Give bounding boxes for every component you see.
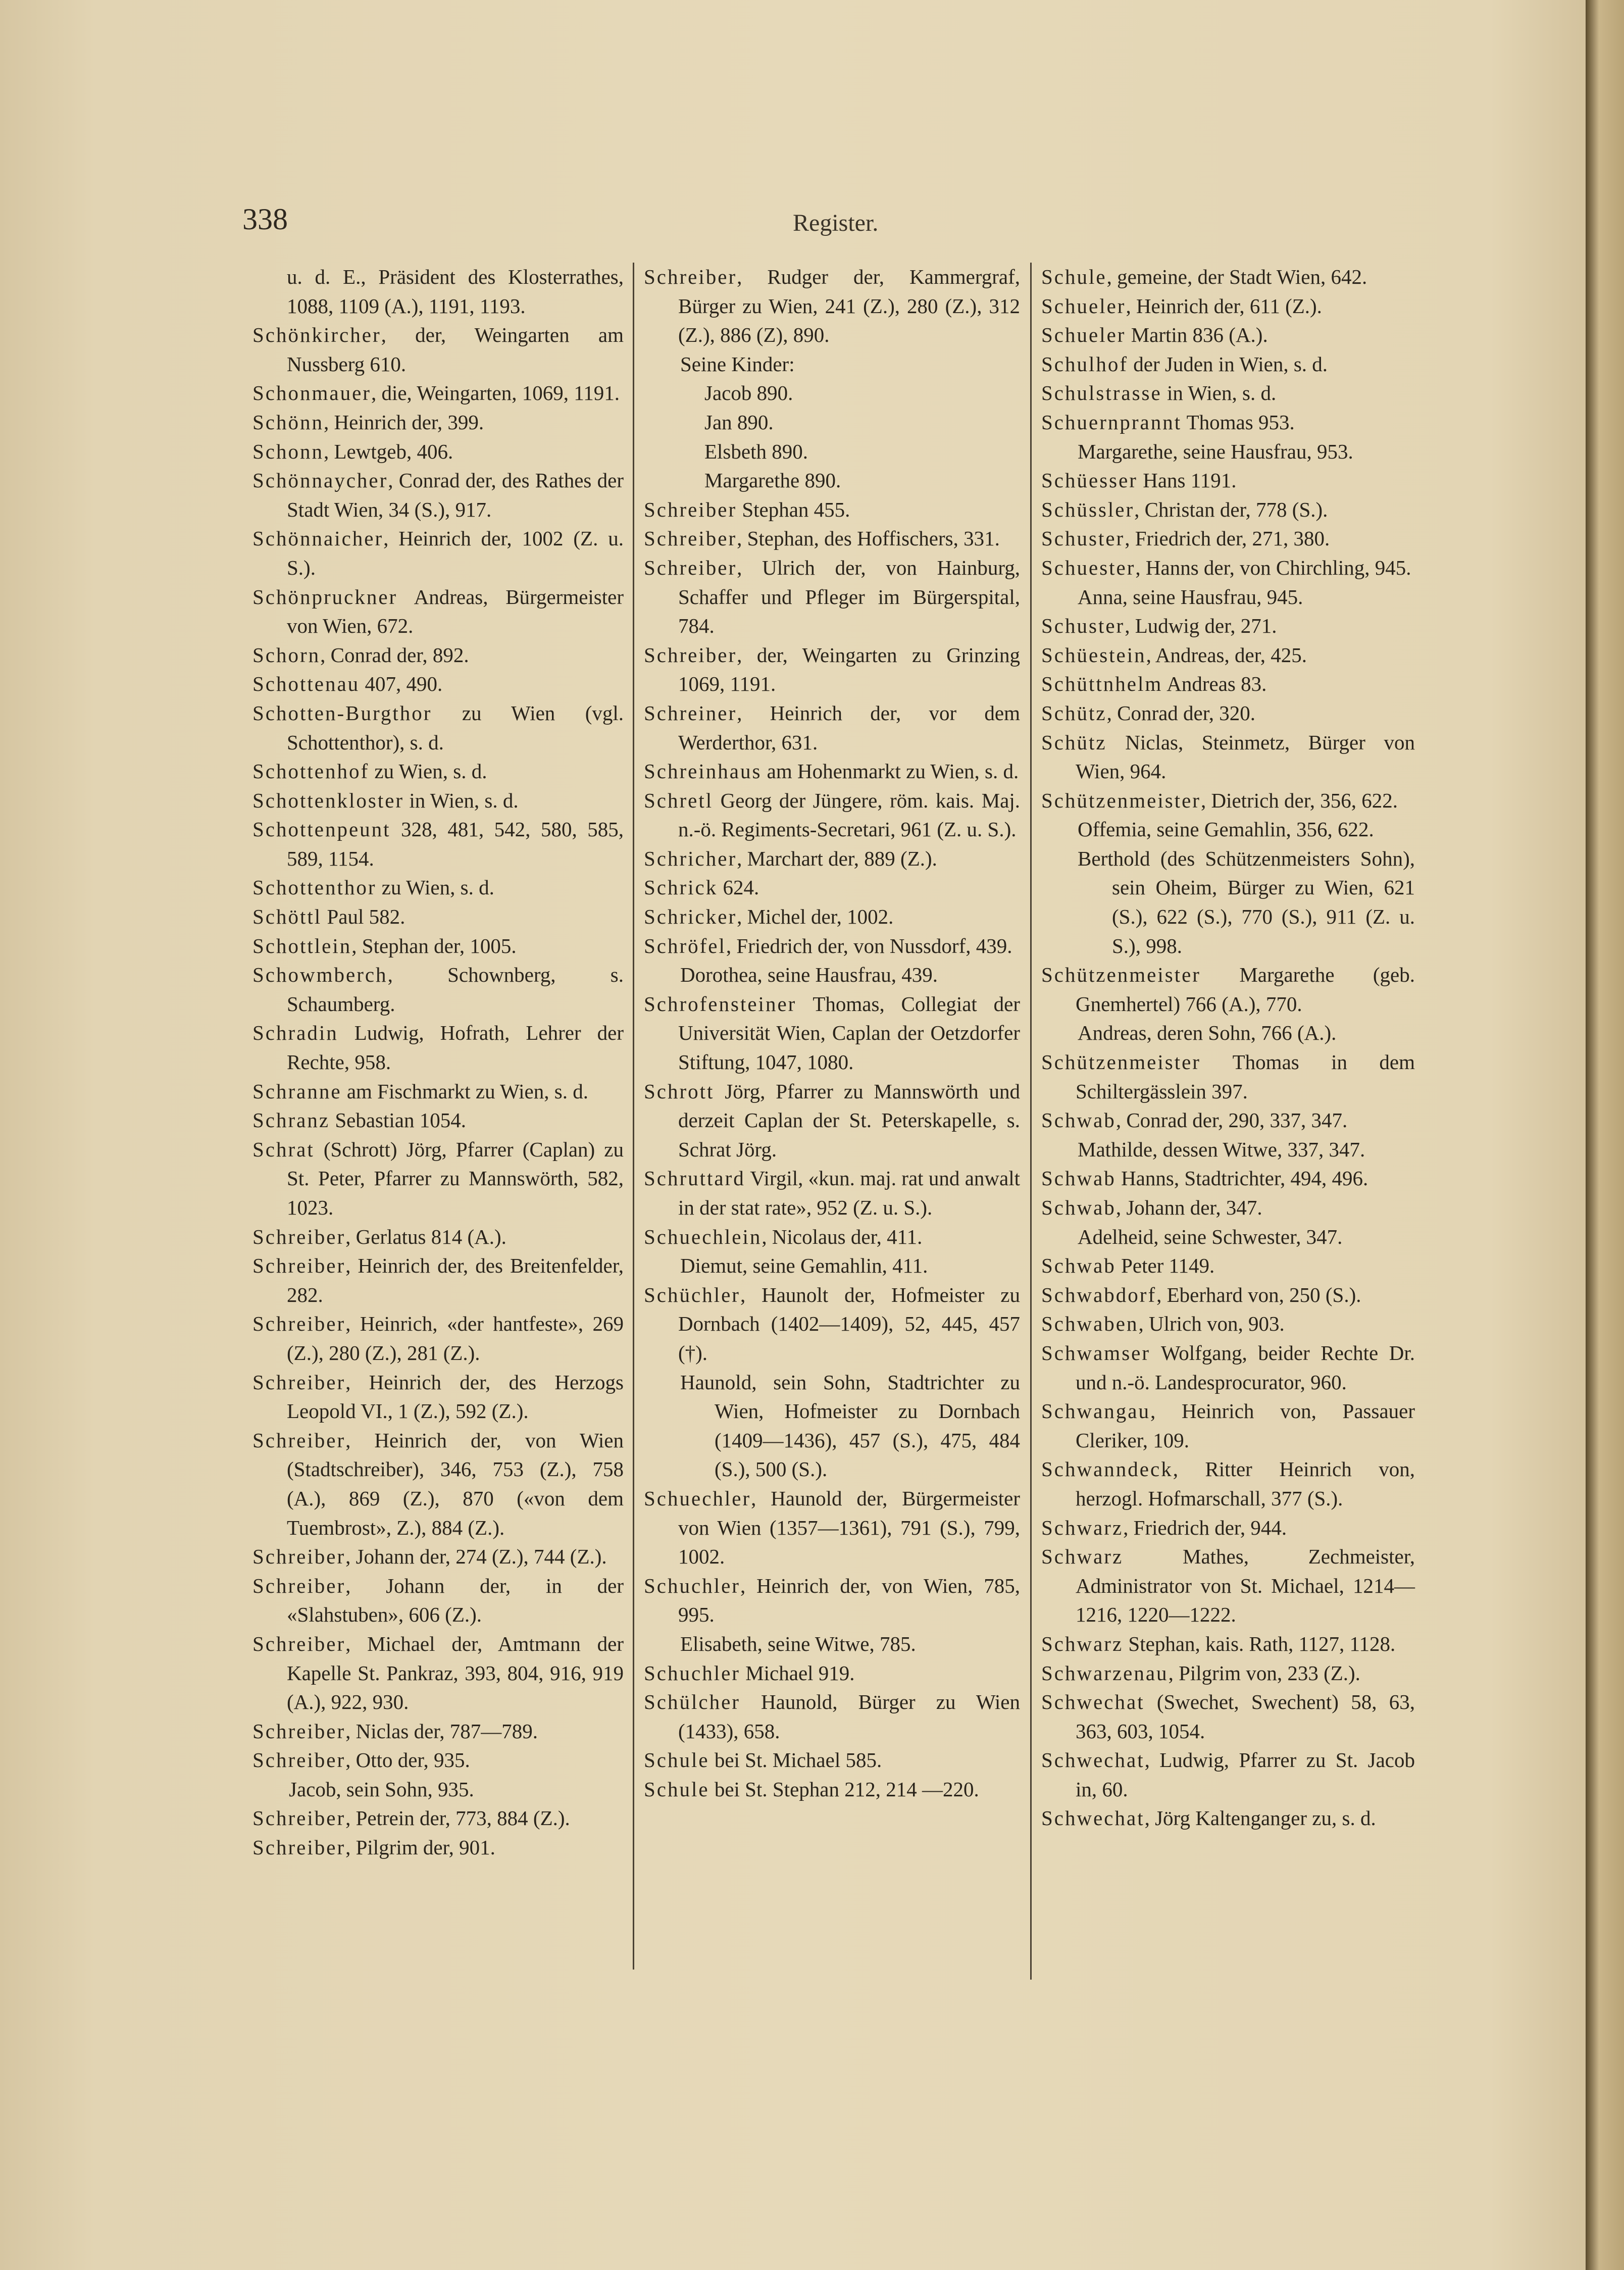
entry-headword: Schwarz [1041,1545,1124,1569]
register-entry [1041,1251,1415,1281]
entry-text: Haunold, Bürger zu Wien (1433), 658. [678,1690,1020,1743]
entry-headword: Schretl [644,788,714,812]
entry-headword: Schule [644,1748,709,1772]
entry-text: zu Wien (vgl. Schottenthor), s. d. [287,701,624,754]
register-subentry: Margarethe, seine Hausfrau, 953. [1078,439,1353,463]
register-entry [644,699,1020,757]
entry-text: Stephan 455. [737,497,850,521]
entry-text: , Heinrich der, des Herzogs Leopold VI., 1 (Z.), 592 (Z.). [287,1370,624,1423]
entry-text: , Haunold der, Bürgermeister von Wien (1357—1361), 791 (S.), 799, 1002. [678,1486,1020,1569]
entry-text: , Ludwig der, 271. [1125,614,1277,638]
register-entry [644,1659,1020,1688]
entry-headword: Schüttnhelm [1041,672,1163,696]
register-entry [644,1775,1020,1804]
entry-text: Andreas 83. [1162,672,1267,696]
register-entry [644,1223,1020,1252]
register-entry [1041,1688,1415,1746]
register-subentry: Anna, seine Hausfrau, 945. [1078,585,1303,609]
entry-text: , Andreas, der, 425. [1146,643,1307,667]
register-entry [1041,670,1415,699]
entry-text: Hans 1191. [1137,469,1237,492]
register-column-1 [252,263,624,1862]
register-entry [1041,1164,1415,1193]
entry-headword: Schützenmeister [1041,788,1201,812]
entry-headword: Schricher [644,846,737,870]
entry-text: , der, Weingarten am Nussberg 610. [287,323,624,376]
register-entry [1041,1193,1415,1223]
register-entry [252,641,624,670]
entry-text: , Dietrich der, 356, 622. [1200,788,1398,812]
entry-headword: Schuechlein [644,1225,762,1248]
register-entry [1041,524,1415,553]
register-column-3 [1041,263,1415,1833]
entry-headword: Schuchler [644,1661,740,1685]
register-entry [252,1630,624,1717]
entry-headword: Schreiber [252,1370,346,1394]
entry-text: , Eberhard von, 250 (S.). [1156,1283,1361,1306]
entry-headword: Schreiber [252,1632,346,1655]
entry-headword: Schöttl [252,905,322,929]
entry-text: Paul 582. [322,905,405,929]
entry-headword: Schreiber [252,1748,346,1772]
entry-headword: Schreiber [252,1545,346,1569]
entry-text: (Schrott) Jörg, Pfarrer (Caplan) zu St. Peter, Pfarrer zu Mannswörth, 582, 1023. [287,1137,624,1219]
entry-headword: Schönpruckner [252,585,398,609]
entry-headword: Schueler [1041,294,1126,318]
register-subentry: Dorothea, seine Hausfrau, 439. [680,963,938,987]
register-subentry-item: Jan 890. [704,410,774,434]
register-entry [1041,1309,1415,1339]
entry-text: , Heinrich der, vor dem Werderthor, 631. [678,701,1020,754]
running-title: Register. [793,210,879,236]
entry-text: Stephan, kais. Rath, 1127, 1128. [1123,1632,1396,1655]
entry-text: , Johann der, 347. [1115,1196,1262,1219]
entry-headword: Schrick [644,876,718,899]
register-subentry: Adelheid, seine Schwester, 347. [1078,1225,1343,1248]
page-number: 338 [242,203,288,236]
register-entry [644,1484,1020,1572]
register-entry [644,786,1020,844]
entry-text: Martin 836 (A.). [1126,323,1268,347]
entry-text: , Heinrich von, Passauer Cleriker, 109. [1076,1399,1415,1452]
entry-text: , Friedrich der, von Nussdorf, 439. [726,934,1012,957]
entry-text: Andreas, Bürgermeister von Wien, 672. [287,585,624,638]
entry-text: , Niclas der, 787—789. [345,1719,538,1743]
entry-text: Mathes, Zechmeister, Administrator von St. Michael, 1214—1216, 1220—1222. [1076,1545,1415,1627]
entry-headword: Schüssler [1041,497,1135,521]
register-entry [1041,728,1415,786]
entry-text: Virgil, «kun. maj. rat und anwalt in der stat rate», 952 (Z. u. S.). [678,1167,1020,1219]
entry-headword: Schwab [1041,1167,1116,1190]
register-entry [1041,292,1415,321]
entry-headword: Schreiber [644,497,737,521]
entry-text: bei St. Michael 585. [709,1748,882,1772]
register-column-2 [644,263,1020,1804]
entry-headword: Schuernprannt [1041,410,1182,434]
entry-headword: Schwechat [1041,1748,1145,1772]
register-entry [1041,1630,1415,1659]
register-entry [1041,466,1415,495]
register-entry [644,495,1020,525]
register-entry [252,932,624,961]
entry-text: Georg der Jüngere, röm. kais. Maj. n.-ö. Regiments-Secretari, 961 (Z. u. S.). [678,788,1020,841]
entry-text: , Conrad der, 892. [320,643,469,667]
entry-text: , Heinrich, «der hantfeste», 269 (Z.), 280 (Z.), 281 (Z.). [287,1312,624,1365]
register-subentry: Haunold, sein Sohn, Stadtrichter zu Wien, Hofmeister zu Dornbach (1409—1436), 457 (S.), 475, 484 (S.), 500 (S.). [680,1370,1020,1481]
entry-text: , Schownberg, s. Schaumberg. [287,963,624,1016]
column-rule-1 [633,263,634,1970]
entry-headword: Schüestein [1041,643,1146,667]
register-entry [644,1164,1020,1222]
register-entry [1041,1514,1415,1543]
entry-headword: Schönnaicher [252,527,384,550]
entry-headword: Schwab [1041,1108,1116,1132]
entry-text: Sebastian 1054. [330,1108,466,1132]
register-entry [644,932,1020,961]
entry-headword: Schuster [1041,614,1125,638]
register-entry [252,1542,624,1572]
entry-text: Hanns, Stadtrichter, 494, 496. [1115,1167,1368,1190]
register-entry [1041,1281,1415,1310]
entry-headword: Schütz [1041,730,1107,754]
entry-text: , Johann der, in der «Slahstuben», 606 (Z.). [287,1574,624,1627]
entry-headword: Schreiber [644,527,737,550]
entry-headword: Schrofensteiner [644,992,797,1016]
entry-text: 328, 481, 542, 580, 585, 589, 1154. [287,818,624,870]
register-entry [1041,263,1415,292]
page-header [0,202,1586,242]
entry-text: , Heinrich der, von Wien, 785, 995. [678,1574,1020,1627]
register-entry [1041,1339,1415,1397]
entry-text: , Pilgrim der, 901. [345,1836,495,1859]
register-entry [644,1281,1020,1368]
register-entry [252,408,624,437]
entry-text: , Marchart der, 889 (Z.). [737,846,937,870]
entry-text: am Hohenmarkt zu Wien, s. d. [762,760,1019,783]
register-entry [252,873,624,902]
entry-headword: Schwabdorf [1041,1283,1157,1306]
register-entry [252,379,624,408]
entry-text: , Conrad der, des Rathes der Stadt Wien, 34 (S.), 917. [287,469,624,521]
entry-text: , Stephan, des Hoffischers, 331. [737,527,1000,550]
register-subentry-item: Margarethe 890. [704,469,841,492]
entry-headword: Schorn [252,643,321,667]
entry-headword: Schranz [252,1108,330,1132]
entry-text: 624. [718,876,759,899]
entry-text: , Rudger der, Kammergraf, Bürger zu Wien, 241 (Z.), 280 (Z.), 312 (Z.), 886 (Z), 890. [678,265,1020,347]
entry-headword: Schreiber [644,643,737,667]
entry-headword: Schotten-Burgthor [252,701,432,725]
entry-text: Niclas, Steinmetz, Bürger von Wien, 964. [1076,730,1415,783]
entry-text: , Gerlatus 814 (A.). [345,1225,506,1248]
entry-headword: Schüchler [644,1283,740,1306]
entry-text: zu Wien, s. d. [376,876,494,899]
register-entry [252,1426,624,1542]
entry-headword: Schuchler [644,1574,740,1597]
entry-text: , Conrad der, 320. [1106,701,1256,725]
entry-text: , Michel der, 1002. [737,905,894,929]
entry-headword: Schreinhaus [644,760,762,783]
entry-headword: Schütz [1041,701,1107,725]
register-entry [252,786,624,816]
entry-text: , Stephan der, 1005. [351,934,517,957]
entry-headword: Schwab [1041,1254,1116,1278]
register-entry [252,1251,624,1309]
entry-headword: Schwamser [1041,1341,1151,1365]
entry-text: in Wien, s. d. [404,788,519,812]
register-entry [252,1572,624,1630]
entry-text: der Juden in Wien, s. d. [1128,352,1328,376]
register-entry [644,1688,1020,1746]
register-entry [252,1368,624,1426]
entry-text: Wolfgang, beider Rechte Dr. und n.-ö. Landesprocurator, 960. [1076,1341,1415,1394]
entry-text: Michael 919. [740,1661,855,1685]
entry-headword: Schrat [252,1137,315,1161]
register-subentry: Offemia, seine Gemahlin, 356, 622. [1078,818,1374,841]
entry-text: , Heinrich der, 399. [324,410,484,434]
entry-text: , die, Weingarten, 1069, 1191. [371,381,620,405]
register-entry [252,757,624,786]
entry-headword: Schottlein [252,934,352,957]
entry-headword: Schuester [1041,556,1136,579]
register-entry [252,1833,624,1862]
register-entry [252,815,624,873]
entry-text: Jörg, Pfarrer zu Mannswörth und derzeit Caplan der St. Peterskapelle, s. Schrat Jörg. [678,1079,1020,1161]
entry-text: , Heinrich der, 1002 (Z. u. S.). [287,527,624,579]
entry-headword: Schreiber [252,1254,346,1278]
register-entry-continuation: u. d. E., Präsident des Klosterrathes, 1088, 1109 (A.), 1191, 1193. [287,265,624,318]
entry-headword: Schulstrasse [1041,381,1162,405]
entry-headword: Schowmberch [252,963,388,987]
entry-text: Thomas, Collegiat der Universität Wien, Caplan der Oetzdorfer Stiftung, 1047, 1080. [678,992,1020,1074]
register-entry [644,844,1020,874]
register-entry [1041,1455,1415,1513]
register-entry [252,1077,624,1106]
entry-text: , der, Weingarten zu Grinzing 1069, 1191. [678,643,1020,696]
entry-text: bei St. Stephan 212, 214 —220. [709,1777,979,1801]
entry-text: Margarethe (geb. Gnemhertel) 766 (A.), 770. [1076,963,1415,1016]
entry-text: , Christan der, 778 (S.). [1134,497,1328,521]
register-subentry-item: Jacob 890. [704,381,793,405]
register-entry [644,757,1020,786]
register-entry [252,1135,624,1223]
register-entry [1041,612,1415,641]
entry-text: , Hanns der, von Chirchling, 945. [1135,556,1411,579]
register-entry [1041,350,1415,379]
entry-headword: Schwarzenau [1041,1661,1169,1685]
entry-text: Peter 1149. [1115,1254,1215,1278]
entry-headword: Schwangau [1041,1399,1151,1423]
register-entry [1041,1746,1415,1804]
entry-headword: Schreiber [644,265,737,288]
entry-text: , Friedrich der, 944. [1123,1516,1287,1539]
register-entry [252,961,624,1019]
register-subentry-item: Elsbeth 890. [704,439,808,463]
entry-text: , Friedrich der, 271, 380. [1125,527,1330,550]
register-entry [252,321,624,379]
entry-text: , Pilgrim von, 233 (Z.). [1168,1661,1360,1685]
register-entry [644,263,1020,350]
entry-headword: Schwanndeck [1041,1457,1173,1481]
entry-headword: Schützenmeister [1041,1050,1201,1074]
register-entry [1041,495,1415,525]
entry-headword: Schonmauer [252,381,371,405]
register-entry [644,1077,1020,1165]
entry-headword: Schreiber [644,556,737,579]
entry-headword: Schreiber [252,1312,346,1336]
register-subentry: Elisabeth, seine Witwe, 785. [680,1632,916,1655]
entry-headword: Schüesser [1041,469,1138,492]
register-entry [252,699,624,757]
entry-headword: Schulhof [1041,352,1129,376]
entry-headword: Schreiner [644,701,737,725]
column-rule-2 [1030,263,1032,1980]
entry-text: Thomas 953. [1182,410,1295,434]
entry-text: , Michael der, Amtmann der Kapelle St. Pankraz, 393, 804, 916, 919 (A.), 922, 930. [287,1632,624,1714]
entry-headword: Schottenpeunt [252,818,391,841]
register-subentry: Mathilde, dessen Witwe, 337, 347. [1078,1137,1365,1161]
register-entry [644,1572,1020,1630]
entry-headword: Schottenau [252,672,360,696]
entry-headword: Schwaben [1041,1312,1139,1336]
register-entry [252,1717,624,1746]
entry-text: Ludwig, Hofrath, Lehrer der Rechte, 958. [287,1021,624,1074]
register-subentry: Diemut, seine Gemahlin, 411. [680,1254,928,1278]
register-entry [252,583,624,641]
register-entry [252,1309,624,1368]
entry-text: (Swechet, Swechent) 58, 63, 363, 603, 1054. [1076,1690,1415,1743]
entry-text: in Wien, s. d. [1161,381,1277,405]
register-entry [1041,699,1415,728]
entry-headword: Schranne [252,1079,342,1103]
entry-headword: Schröfel [644,934,726,957]
register-entry [644,641,1020,699]
entry-headword: Schule [644,1777,709,1801]
register-entry [1041,786,1415,816]
register-entry [1041,1048,1415,1106]
entry-headword: Schottenkloster [252,788,404,812]
register-entry [1041,1804,1415,1833]
register-entry [644,902,1020,932]
register-entry [252,902,624,932]
register-entry [252,524,624,582]
register-entry [252,1106,624,1135]
register-subentry: Seine Kinder: [680,352,795,376]
register-entry [1041,641,1415,670]
entry-headword: Schwab [1041,1196,1116,1219]
entry-text: am Fischmarkt zu Wien, s. d. [341,1079,588,1103]
entry-headword: Schricker [644,905,737,929]
entry-headword: Schreiber [252,1428,346,1452]
register-entry [252,1019,624,1077]
entry-text: 407, 490. [360,672,443,696]
register-entry [252,1746,624,1775]
entry-text: , Haunolt der, Hofmeister zu Dornbach (1402—1409), 52, 445, 457 (†). [678,1283,1020,1365]
register-entry [1041,1397,1415,1455]
entry-headword: Schuechler [644,1486,751,1510]
entry-text: zu Wien, s. d. [369,760,487,783]
register-entry [644,524,1020,553]
entry-headword: Schuster [1041,527,1125,550]
register-entry [1041,1106,1415,1135]
book-spine-edge [1586,0,1624,2270]
entry-headword: Schonn [252,439,324,463]
entry-headword: Schottenhof [252,760,370,783]
register-entry [1041,1659,1415,1688]
entry-headword: Schützenmeister [1041,963,1201,987]
entry-headword: Schruttard [644,1167,745,1190]
entry-text: , Ritter Heinrich von, herzogl. Hofmarschall, 377 (S.). [1076,1457,1415,1510]
entry-headword: Schönn [252,410,324,434]
entry-headword: Schreiber [252,1225,346,1248]
entry-text: , Johann der, 274 (Z.), 744 (Z.). [345,1545,607,1569]
entry-headword: Schönkircher [252,323,381,347]
entry-headword: Schönnaycher [252,469,388,492]
entry-headword: Schwarz [1041,1516,1124,1539]
entry-headword: Schrott [644,1079,715,1103]
register-subentry: Andreas, deren Sohn, 766 (A.). [1078,1021,1337,1045]
entry-headword: Schreiber [252,1574,346,1597]
register-entry [252,437,624,467]
register-entry [1041,408,1415,437]
register-entry [1041,321,1415,350]
entry-text: , Ludwig, Pfarrer zu St. Jacob in, 60. [1076,1748,1415,1801]
register-entry [1041,379,1415,408]
register-subentry: Berthold (des Schützenmeisters Sohn), sein Oheim, Bürger zu Wien, 621 (S.), 622 (S.), 770 (S.), 911 (Z. u. S.), 998. [1078,846,1415,957]
entry-text: , Ulrich von, 903. [1138,1312,1285,1336]
entry-text: , Conrad der, 290, 337, 347. [1115,1108,1348,1132]
entry-headword: Schradin [252,1021,338,1045]
register-entry [1041,553,1415,583]
entry-text: , Heinrich der, von Wien (Stadtschreiber), 346, 753 (Z.), 758 (A.), 869 (Z.), 870 («von dem Tuembrost», Z.), 884 (Z.). [287,1428,624,1539]
entry-text: , Otto der, 935. [345,1748,470,1772]
entry-text: Thomas in dem Schiltergässlein 397. [1076,1050,1415,1103]
entry-headword: Schwechat [1041,1690,1145,1714]
register-subentry: Jacob, sein Sohn, 935. [289,1777,474,1801]
entry-headword: Schülcher [644,1690,740,1714]
entry-headword: Schreiber [252,1836,346,1859]
entry-text: , Jörg Kaltenganger zu, s. d. [1144,1806,1376,1830]
register-entry [252,1804,624,1833]
entry-text: , Petrein der, 773, 884 (Z.). [345,1806,570,1830]
register-entry [1041,1542,1415,1630]
register-entry [1041,961,1415,1019]
register-entry [252,670,624,699]
entry-headword: Schueler [1041,323,1126,347]
entry-headword: Schwechat [1041,1806,1145,1830]
register-entry [252,466,624,524]
entry-text: , Heinrich der, 611 (Z.). [1126,294,1322,318]
entry-headword: Schule [1041,265,1107,288]
entry-text: , gemeine, der Stadt Wien, 642. [1106,265,1367,288]
register-entry [644,990,1020,1077]
entry-text: , Lewtgeb, 406. [324,439,453,463]
entry-text: , Ulrich der, von Hainburg, Schaffer und Pfleger im Bürgerspital, 784. [678,556,1020,638]
register-entry [644,1746,1020,1775]
register-entry [644,553,1020,641]
entry-headword: Schreiber [252,1806,346,1830]
entry-text: , Heinrich der, des Breitenfelder, 282. [287,1254,624,1306]
entry-headword: Schreiber [252,1719,346,1743]
entry-headword: Schottenthor [252,876,377,899]
register-entry [644,873,1020,902]
entry-text: , Nicolaus der, 411. [762,1225,923,1248]
entry-headword: Schwarz [1041,1632,1124,1655]
register-entry [252,1223,624,1252]
